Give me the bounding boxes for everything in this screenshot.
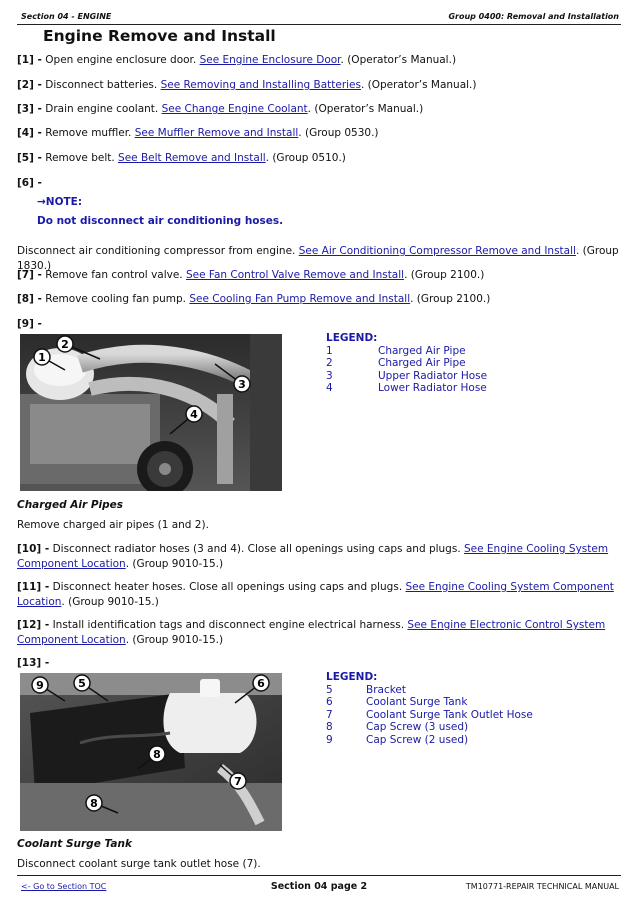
legend-num: 7 [326, 708, 333, 721]
step-text: Disconnect air conditioning compressor from engine. [17, 245, 299, 257]
step-text: Remove muffler. [41, 127, 135, 139]
step-text: Disconnect batteries. [41, 79, 161, 91]
legend-label: Coolant Surge Tank Outlet Hose [366, 708, 533, 721]
step-number: [3] - [17, 103, 42, 115]
link-engine-enclosure-door[interactable]: See Engine Enclosure Door [199, 54, 341, 66]
legend-row [326, 684, 533, 696]
step-number: [11] - [17, 581, 50, 593]
legend-num: 5 [326, 684, 333, 696]
step-number: [8] - [17, 293, 42, 305]
step-2 [17, 78, 621, 93]
callout-3: 3 [238, 378, 246, 391]
figure2-caption: Coolant Surge Tank [17, 838, 132, 850]
page-title: Engine Remove and Install [43, 27, 276, 45]
callout-5: 5 [78, 677, 86, 690]
legend-row [326, 345, 487, 357]
step-text: Remove cooling fan pump. [41, 293, 190, 305]
step-number: [2] - [17, 79, 42, 91]
step-ref: . (Group 0530.) [298, 127, 379, 139]
legend-label: Upper Radiator Hose [378, 369, 488, 382]
go-to-section-toc-link[interactable]: <- Go to Section TOC [21, 882, 107, 891]
callout-9: 9 [36, 679, 44, 692]
legend-num: 4 [326, 382, 333, 395]
link-batteries[interactable]: See Removing and Installing Batteries [160, 79, 361, 91]
step-text: Disconnect heater hoses. Close all openings using caps and plugs. [49, 581, 406, 593]
step-9-text [17, 518, 621, 533]
step-ref: . (Group 9010-15.) [125, 634, 224, 646]
step-11 [17, 580, 621, 610]
legend-title: LEGEND: [326, 332, 378, 344]
step-text: Install identification tags and disconnect engine electrical harness. [49, 619, 408, 631]
callout-7: 7 [234, 775, 242, 788]
note-label: →NOTE: [37, 196, 83, 208]
link-muffler[interactable]: See Muffler Remove and Install [134, 127, 299, 139]
legend-num: 3 [326, 369, 333, 382]
figure2-legend [326, 671, 533, 746]
manual-name: TM10771-REPAIR TECHNICAL MANUAL [465, 882, 619, 891]
link-electronic-control-location[interactable]: See Engine Electronic Control System Component Location [17, 619, 606, 646]
step-text: Open engine enclosure door. [41, 54, 200, 66]
step-number: [5] - [17, 152, 42, 164]
link-change-engine-coolant[interactable]: See Change Engine Coolant [161, 103, 308, 115]
step-text: Remove belt. [41, 152, 119, 164]
legend-row [326, 696, 533, 708]
step-6 [17, 176, 621, 191]
page-header [17, 8, 621, 25]
step-text: Disconnect coolant surge tank outlet hose (7). [17, 858, 261, 870]
step-number: [6] - [17, 177, 42, 189]
step-ref: . (Group 2100.) [410, 293, 491, 305]
step-number: [9] - [17, 318, 42, 330]
legend-label: Charged Air Pipe [378, 345, 466, 357]
step-ref: . (Group 9010-15.) [61, 596, 159, 608]
note-text: Do not disconnect air conditioning hoses. [37, 215, 284, 227]
step-ref: . (Group 9010-15.) [125, 558, 224, 570]
link-fan-control-valve[interactable]: See Fan Control Valve Remove and Install [185, 269, 405, 281]
callout-6: 6 [257, 677, 265, 690]
legend-label: Lower Radiator Hose [378, 382, 487, 395]
step-8 [17, 292, 621, 307]
group-label: Group 0400: Removal and Installation [448, 12, 619, 21]
step-number: [1] - [17, 54, 42, 66]
legend-row [326, 382, 487, 394]
step-4 [17, 126, 621, 141]
link-belt[interactable]: See Belt Remove and Install [118, 152, 266, 164]
step-number: [7] - [17, 269, 42, 281]
link-cooling-system-location[interactable]: See Engine Cooling System Component Location [17, 581, 614, 608]
page-footer [17, 875, 621, 896]
step-3 [17, 102, 621, 117]
engine-bay-illustration [20, 334, 282, 491]
legend-num: 8 [326, 721, 333, 734]
step-7 [17, 268, 621, 283]
legend-label: Cap Screw (2 used) [366, 733, 469, 746]
step-number: [10] - [17, 543, 50, 555]
legend-num: 9 [326, 733, 333, 746]
legend-row [326, 721, 533, 733]
figure1-legend [326, 332, 487, 395]
step-text: Remove fan control valve. [41, 269, 186, 281]
page-number: Section 04 page 2 [270, 881, 368, 892]
step-text: Remove charged air pipes (1 and 2). [17, 519, 209, 531]
step-ref: . (Group 0510.) [265, 152, 346, 164]
callout-1: 1 [38, 351, 46, 364]
section-label: Section 04 - ENGINE [21, 12, 112, 21]
step-ref: . (Group 1830.) [17, 245, 619, 272]
callout-8b: 8 [90, 797, 98, 810]
step-5 [17, 151, 621, 166]
legend-label: Coolant Surge Tank [366, 696, 468, 709]
step-ref: . (Operator’s Manual.) [307, 103, 424, 115]
legend-label: Bracket [366, 684, 407, 696]
step-10 [17, 542, 621, 572]
legend-label: Charged Air Pipe [378, 357, 466, 370]
step-1 [17, 53, 621, 68]
callout-8: 8 [153, 748, 161, 761]
legend-num: 6 [326, 696, 333, 709]
step-13 [17, 656, 621, 671]
step-12 [17, 618, 621, 648]
step-text: Drain engine coolant. [41, 103, 162, 115]
legend-num: 1 [326, 345, 333, 357]
step-ref: . (Operator’s Manual.) [360, 79, 477, 91]
coolant-surge-tank-photo [20, 673, 282, 831]
link-cooling-system-location[interactable]: See Engine Cooling System Component Location [17, 543, 609, 570]
step-9 [17, 317, 621, 332]
figure1-caption: Charged Air Pipes [17, 499, 123, 511]
legend-row [326, 734, 533, 746]
callout-4: 4 [190, 408, 198, 421]
legend-row [326, 709, 533, 721]
step-number: [12] - [17, 619, 50, 631]
surge-tank-illustration [20, 673, 282, 831]
link-ac-compressor[interactable]: See Air Conditioning Compressor Remove and Install [298, 245, 576, 257]
legend-label: Cap Screw (3 used) [366, 721, 469, 734]
step-13-text [17, 857, 621, 872]
step-number: [4] - [17, 127, 42, 139]
legend-row [326, 357, 487, 369]
link-cooling-fan-pump[interactable]: See Cooling Fan Pump Remove and Install [189, 293, 411, 305]
step-text: Disconnect radiator hoses (3 and 4). Close all openings using caps and plugs. [49, 543, 464, 555]
step-ref: . (Group 2100.) [404, 269, 485, 281]
step-number: [13] - [17, 657, 50, 669]
legend-num: 2 [326, 357, 333, 370]
charged-air-pipes-photo [20, 334, 282, 491]
step-ref: . (Operator’s Manual.) [340, 54, 457, 66]
callout-2: 2 [61, 338, 69, 351]
legend-row [326, 370, 487, 382]
legend-title: LEGEND: [326, 671, 378, 683]
